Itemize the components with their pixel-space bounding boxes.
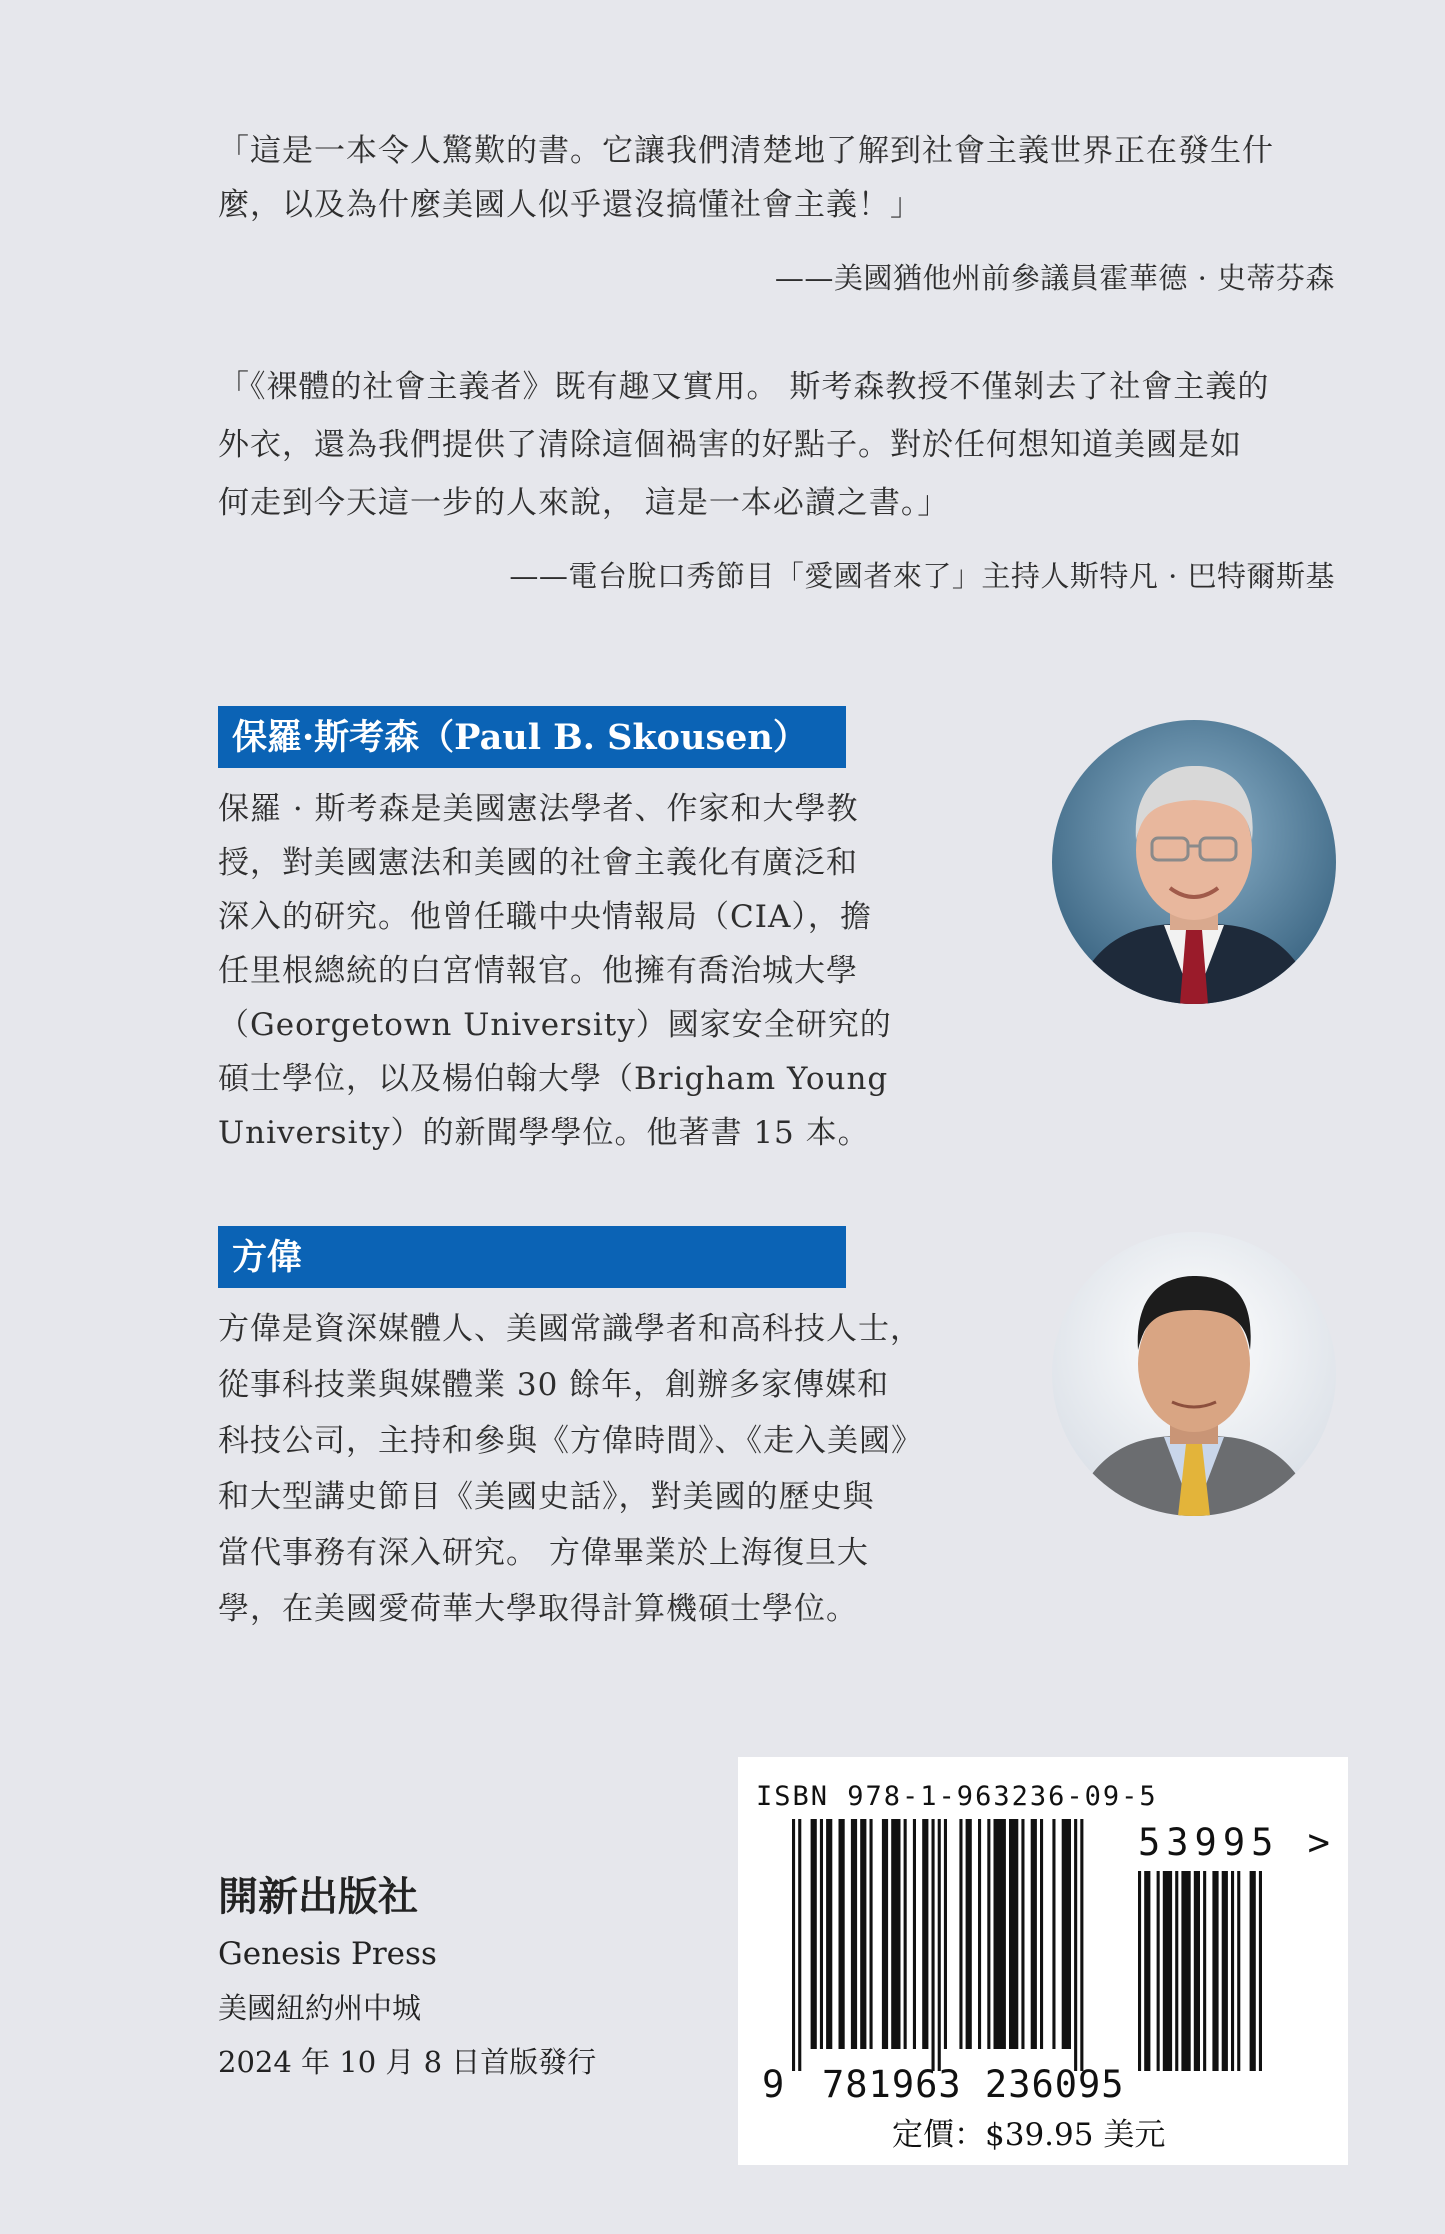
author2-bio-line: 和大型講史節目《美國史話》，對美國的歷史與 <box>218 1479 875 1515</box>
barcode-bar <box>839 1819 845 2049</box>
barcode-bar <box>820 1819 823 2049</box>
author2-bio-line: 科技公司，主持和參與《方偉時間》、《走入美國》 <box>218 1423 923 1459</box>
quote2-line-3: 何走到今天這一步的人來說， 這是一本必讀之書。」 <box>218 485 950 521</box>
barcode-bar <box>1040 1819 1043 2049</box>
author1-name: 保羅·斯考森（Paul B. Skousen） <box>232 717 808 758</box>
author2-bio-line: 從事科技業與媒體業 30 餘年，創辦多家傳媒和 <box>218 1367 890 1403</box>
quote2-line-1: 「《裸體的社會主義者》既有趣又實用。 斯考森教授不僅剝去了社會主義的 <box>218 369 1270 405</box>
barcode-guard-bar <box>1080 1819 1083 2071</box>
barcode-bar <box>1157 1871 1160 2071</box>
author1-bio-line: 深入的研究。他曾任職中央情報局（CIA），擔 <box>218 899 872 935</box>
barcode-bar <box>978 1819 981 2049</box>
barcode-guard-bar <box>938 1819 941 2071</box>
author1-bio-line: （Georgetown University）國家安全研究的 <box>218 1007 892 1043</box>
author1-bio-line: University）的新聞學學位。他著書 15 本。 <box>218 1115 870 1151</box>
barcode-digit-first: 9 <box>762 2063 785 2106</box>
barcode-bar <box>860 1819 866 2049</box>
quote1-line-2: 麼，以及為什麼美國人似乎還沒搞懂社會主義！」 <box>218 187 922 223</box>
barcode-bar <box>1212 1871 1218 2071</box>
quote1-attribution: ——美國猶他州前參議員霍華德 · 史蒂芬森 <box>774 261 1335 295</box>
barcode-bar <box>1144 1871 1150 2071</box>
author2-bio-line: 方偉是資深媒體人、美國常識學者和高科技人士， <box>218 1311 922 1347</box>
barcode-bar <box>904 1819 907 2049</box>
publication-date: 2024 年 10 月 8 日首版發行 <box>218 2045 597 2079</box>
barcode-bar <box>1231 1871 1234 2071</box>
isbn-label: ISBN 978-1-963236-09-5 <box>756 1781 1158 1812</box>
barcode-bar <box>1175 1871 1178 2071</box>
barcode-bar <box>870 1819 873 2049</box>
barcode-guard-bar <box>798 1819 801 2071</box>
price-barcode <box>1138 1871 1268 2077</box>
barcode-bar <box>1031 1819 1037 2049</box>
barcode-bar <box>882 1819 888 2049</box>
barcode-panel <box>738 1757 1348 2165</box>
barcode-bar <box>1222 1871 1228 2071</box>
barcode-bar <box>1194 1871 1200 2071</box>
author2-bio-line: 學，在美國愛荷華大學取得計算機碩士學位。 <box>218 1591 858 1627</box>
quote2-line-2: 外衣，還為我們提供了清除這個禍害的好點子。對於任何想知道美國是如 <box>218 427 1242 463</box>
barcode-bar <box>1181 1871 1190 2071</box>
barcode-bar <box>1052 1819 1055 2049</box>
barcode-bar <box>913 1819 916 2049</box>
barcode-bar <box>891 1819 900 2049</box>
barcode-bar <box>1250 1871 1256 2071</box>
author1-bio-line: 授，對美國憲法和美國的社會主義化有廣泛和 <box>218 845 858 881</box>
barcode-bar <box>1259 1871 1262 2071</box>
barcode-guard-bar <box>792 1819 795 2071</box>
isbn-barcode <box>792 1819 1172 2077</box>
barcode-guard-bar <box>932 1819 935 2071</box>
barcode-bar <box>1009 1819 1018 2049</box>
author2-name-bar <box>218 1226 846 1288</box>
barcode-bar <box>1021 1819 1024 2049</box>
author1-portrait <box>1052 720 1336 1004</box>
barcode-bar <box>1062 1819 1071 2049</box>
barcode-bar <box>959 1819 962 2049</box>
author1-bio-line: 任里根總統的白宮情報官。他擁有喬治城大學 <box>218 953 858 989</box>
quote2-attribution: ——電台脫口秀節目「愛國者來了」主持人斯特凡 · 巴特爾斯基 <box>509 559 1335 593</box>
barcode-bar <box>851 1819 857 2049</box>
barcode-bar <box>994 1819 1006 2049</box>
barcode-bar <box>1237 1871 1240 2071</box>
quote1-line-1: 「這是一本令人驚歎的書。它讓我們清楚地了解到社會主義世界正在發生什 <box>218 133 1274 169</box>
publisher-name-en: Genesis Press <box>218 1936 437 1972</box>
author1-name-bar <box>218 706 846 768</box>
barcode-bar <box>1163 1871 1172 2071</box>
author1-bio-line: 碩士學位，以及楊伯翰大學（Brigham Young <box>218 1061 889 1097</box>
barcode-bar <box>944 1819 947 2049</box>
barcode-bar <box>1138 1871 1141 2071</box>
price-label: 定價：$39.95 美元 <box>892 2117 1166 2153</box>
publisher-location: 美國紐約州中城 <box>218 1991 422 2025</box>
barcode-bar <box>826 1819 832 2049</box>
barcode-bar <box>811 1819 817 2049</box>
barcode-bar <box>1203 1871 1206 2071</box>
barcode-guard-bar <box>1074 1819 1077 2071</box>
author1-bio-line: 保羅 · 斯考森是美國憲法學者、作家和大學教 <box>218 791 859 827</box>
author2-name: 方偉 <box>232 1237 303 1278</box>
barcode-digits: 781963 236095 <box>822 2063 1125 2106</box>
price-code: 53995 > <box>1138 1821 1336 1864</box>
author2-bio-line: 當代事務有深入研究。 方偉畢業於上海復旦大 <box>218 1535 869 1571</box>
barcode-bar <box>987 1819 990 2049</box>
barcode-bar <box>922 1819 928 2049</box>
publisher-name-zh: 開新出版社 <box>218 1873 418 1920</box>
author2-portrait <box>1052 1232 1336 1516</box>
barcode-bar <box>966 1819 972 2049</box>
